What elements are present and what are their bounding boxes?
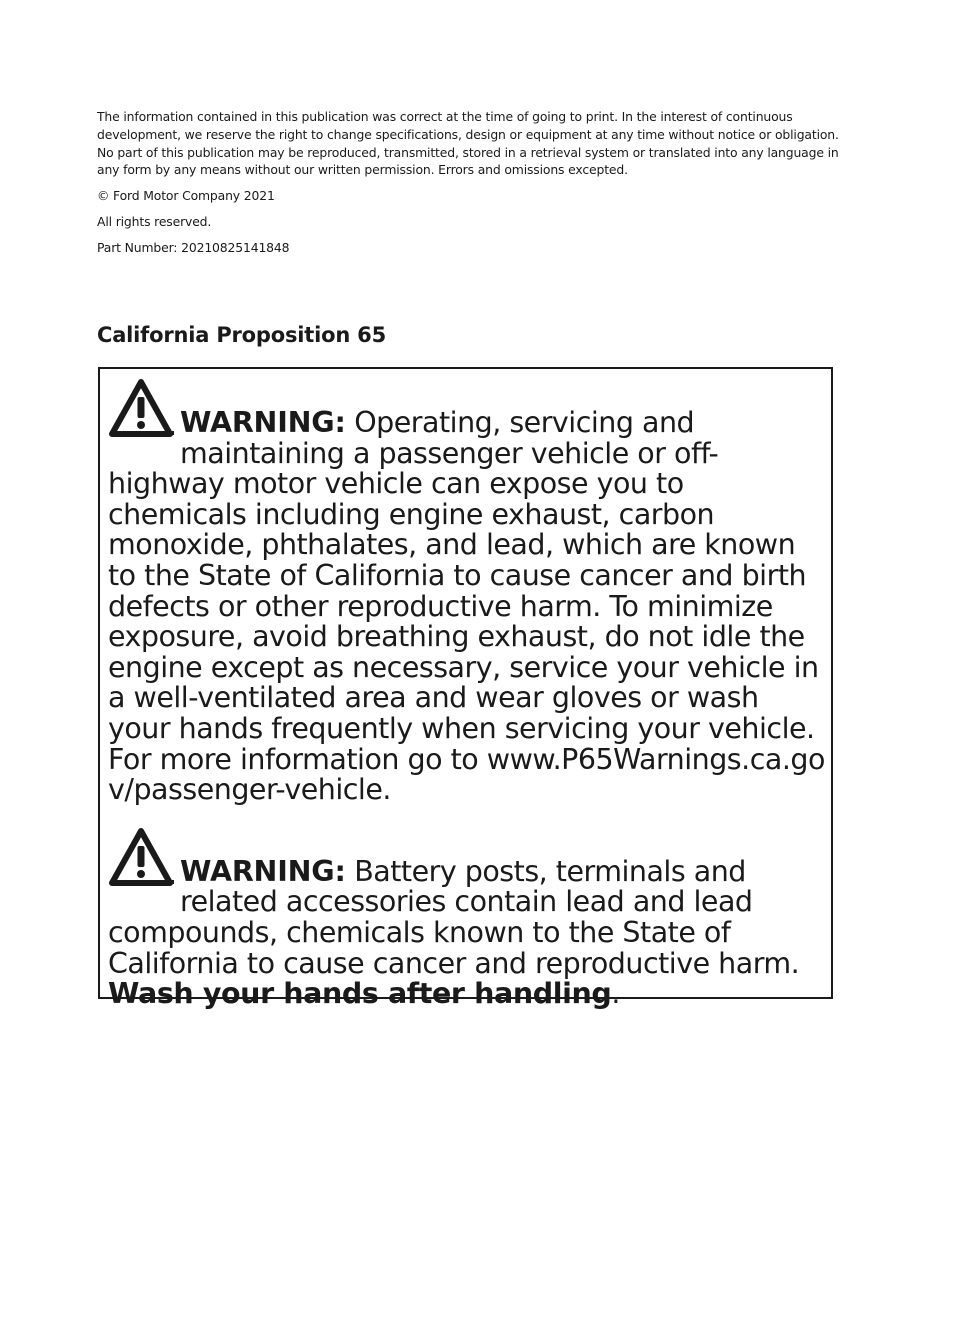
warning-keyword: WARNING: bbox=[180, 854, 346, 888]
warning-triangle-icon bbox=[108, 826, 174, 888]
warning-battery bbox=[108, 826, 825, 1010]
warning-keyword: WARNING: bbox=[180, 406, 346, 439]
disclaimer-text: The information contained in this publication was correct at the time of going to print. In the interest of continuous development, we reserve the right to change specifications, design or equipment at any time without notice or obligation. No part of this publication may be reproduced, transmitted, stored in a retrieval system or translated into any language in any form by any means without our written permission. Errors and omissions excepted. bbox=[97, 109, 839, 178]
section-title: California Proposition 65 bbox=[97, 323, 387, 347]
warning-box bbox=[98, 367, 833, 1011]
p65-url: www.P65Warnings.ca.gov/passenger-vehicle. bbox=[108, 742, 825, 807]
trailing-period: . bbox=[611, 977, 620, 1011]
wash-hands-emphasis: Wash your hands after handling bbox=[108, 977, 612, 1011]
warning-exhaust bbox=[108, 377, 825, 806]
warning-text: Battery posts, terminals and related accessories contain lead and lead compounds, chemicals known to the State of California to cause cancer and reproductive harm. bbox=[108, 854, 800, 980]
warning-text: Operating, servicing and maintaining a passenger vehicle or off-highway motor vehicle can expose you to chemicals including engine exhaust, carbon monoxide, phthalates, and lead, which are known to the State of California to cause cancer and birth defects or other reproductive harm. To minimize exposure, avoid breathing exhaust, do not idle the engine except as necessary, service your vehicle in a well-ventilated area and wear gloves or wash your hands frequently when servicing your vehicle. For more information go to bbox=[108, 406, 819, 776]
warning-triangle-icon bbox=[108, 377, 174, 439]
legal-notice bbox=[97, 108, 842, 265]
part-number-text: Part Number: 20210825141848 bbox=[97, 239, 290, 255]
copyright-text: © Ford Motor Company 2021 bbox=[97, 188, 275, 204]
rights-text: All rights reserved. bbox=[97, 213, 212, 229]
